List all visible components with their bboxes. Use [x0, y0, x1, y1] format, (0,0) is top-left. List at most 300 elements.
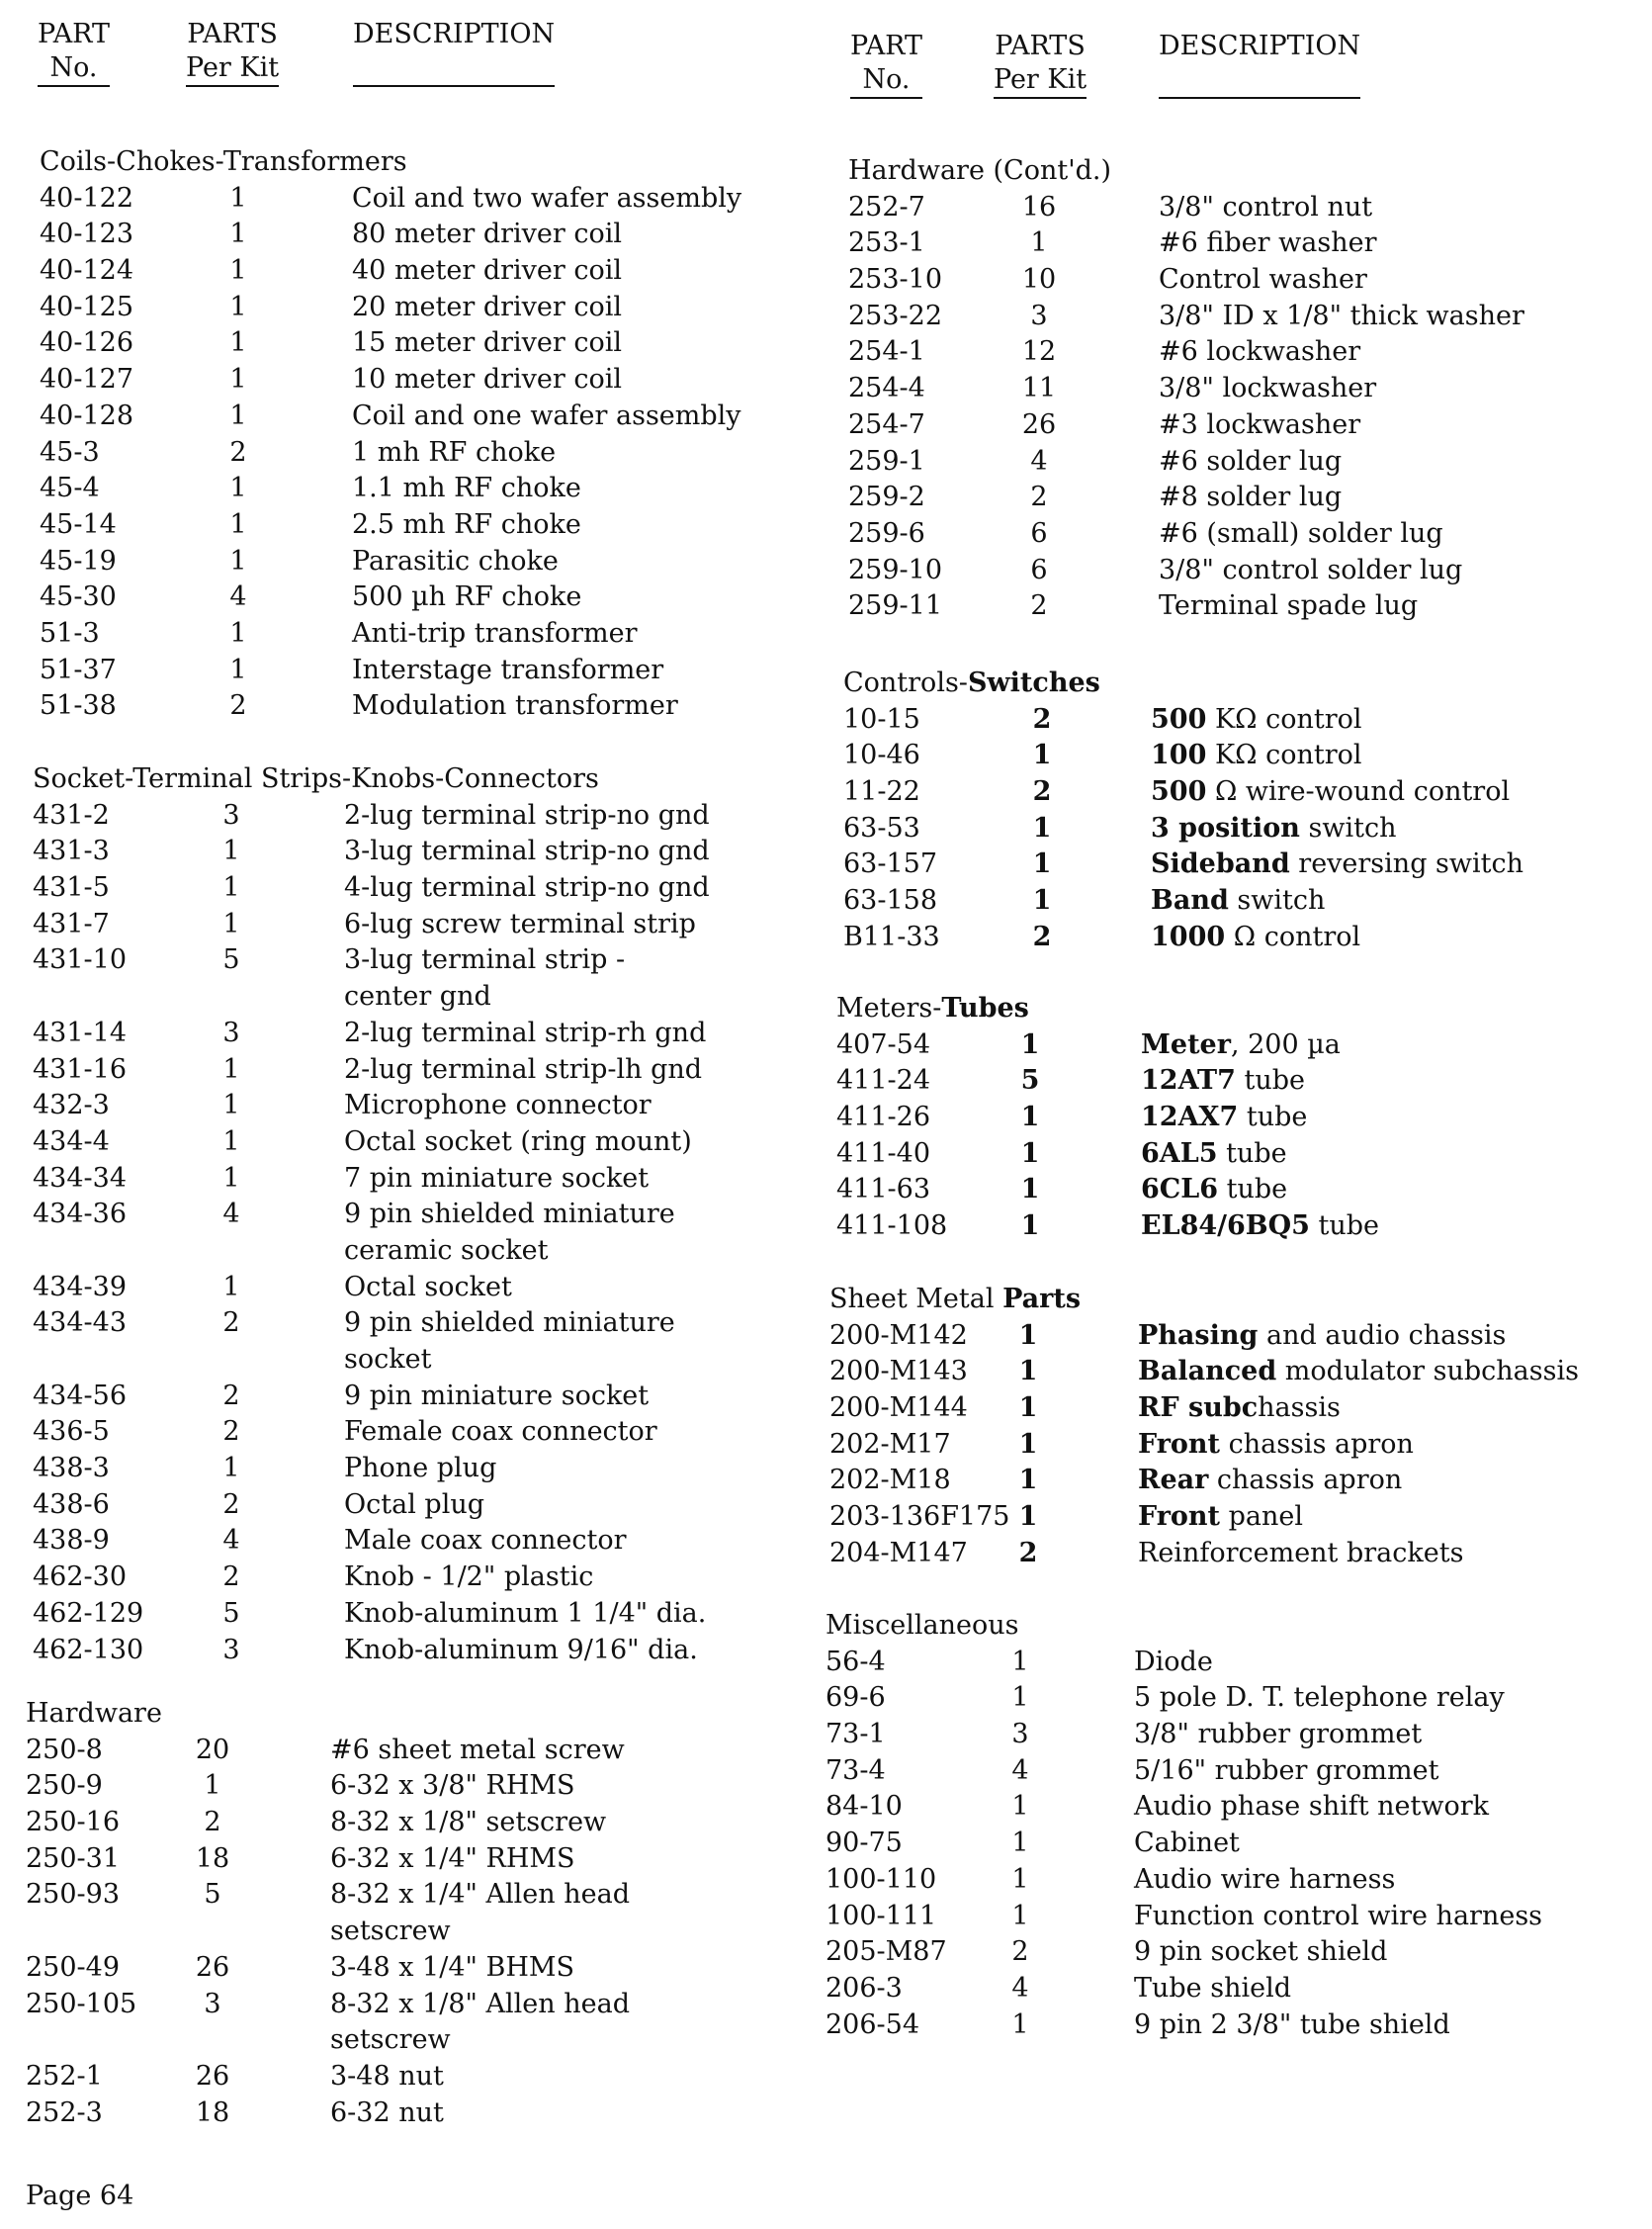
description — [330, 1987, 630, 2023]
parts-per-kit: 1 — [1020, 1210, 1040, 1242]
table-row — [26, 1805, 817, 1841]
section-title-bold: Parts — [1002, 1284, 1082, 1314]
description-text: 3/8" rubber grommet — [1134, 1719, 1423, 1750]
description-text: Tube shield — [1134, 1972, 1292, 2004]
part-number: 431-14 — [33, 1017, 128, 1048]
parts-per-kit: 1 — [222, 1162, 240, 1194]
table-row — [33, 1414, 824, 1451]
table-row — [40, 580, 830, 616]
table-row — [836, 1027, 1627, 1064]
description — [344, 1052, 702, 1089]
parts-per-kit: 3 — [222, 799, 240, 831]
table-row — [33, 798, 824, 835]
parts-per-kit: 1 — [229, 327, 247, 359]
description-continuation: socket — [344, 1344, 432, 1375]
part-number: 100-110 — [826, 1863, 937, 1895]
table-row — [33, 1088, 824, 1124]
part-number: 40-125 — [40, 291, 134, 322]
description — [344, 942, 625, 979]
table-row-continuation — [33, 1233, 824, 1270]
description — [1141, 1136, 1287, 1173]
table-row — [40, 653, 830, 689]
description-text: 40 meter driver coil — [352, 255, 623, 287]
section-title — [836, 991, 1627, 1027]
description-text: 20 meter driver coil — [352, 291, 623, 322]
description-text: 6-32 x 3/8" RHMS — [330, 1770, 575, 1802]
parts-per-kit: 4 — [229, 581, 247, 613]
section-title-text: Meters- — [836, 993, 942, 1024]
description-text: 5 pole D. T. telephone relay — [1134, 1682, 1505, 1714]
description — [330, 2059, 444, 2095]
description — [1159, 407, 1360, 444]
description — [344, 907, 696, 943]
table-row — [26, 2059, 817, 2095]
header-parts-label: PARTS — [187, 19, 278, 49]
header-description — [353, 18, 555, 87]
table-row — [848, 262, 1639, 299]
description-text: 3/8" control solder lug — [1159, 554, 1463, 585]
description-text: Modulation transformer — [352, 690, 678, 722]
part-number: 204-M147 — [829, 1537, 968, 1568]
table-row — [26, 1987, 817, 2023]
table-row — [33, 1197, 824, 1233]
part-number: 40-123 — [40, 219, 134, 250]
header-per-kit-label: Per Kit — [994, 63, 1087, 99]
table-row — [836, 1100, 1627, 1136]
description-text: 3/8" ID x 1/8" thick washer — [1159, 300, 1524, 331]
parts-per-kit: 1 — [1018, 1465, 1038, 1496]
description-text: #3 lockwasher — [1159, 408, 1361, 440]
description — [352, 217, 622, 253]
description — [344, 870, 710, 907]
parts-per-kit: 3 — [1011, 1719, 1029, 1750]
table-row — [26, 1841, 817, 1878]
parts-per-kit: 1 — [229, 364, 247, 396]
part-number: 63-53 — [843, 812, 920, 844]
description-text: 3-lug terminal strip-no gnd — [344, 836, 710, 867]
description-text: Octal plug — [344, 1488, 485, 1520]
table-row — [826, 1645, 1616, 1681]
description — [1159, 225, 1376, 262]
parts-per-kit: 2 — [1032, 776, 1052, 808]
table-row — [40, 325, 830, 362]
table-row — [848, 190, 1639, 226]
description-text: , 200 µa — [1230, 1028, 1341, 1060]
part-number: 436-5 — [33, 1416, 110, 1448]
description-text: 3-48 nut — [330, 2060, 444, 2092]
description — [1138, 1318, 1506, 1355]
description — [352, 544, 559, 580]
description-text: tube — [1217, 1137, 1287, 1169]
parts-per-kit: 4 — [222, 1525, 240, 1557]
description-text: Terminal spade lug — [1159, 590, 1419, 622]
parts-per-kit: 1 — [1020, 1028, 1040, 1060]
parts-per-kit: 1 — [1018, 1428, 1038, 1460]
table-row — [829, 1463, 1620, 1499]
part-number: 431-10 — [33, 944, 128, 976]
description — [330, 1877, 630, 1914]
parts-per-kit: 1 — [222, 1271, 240, 1302]
section-title-text: Sheet Metal — [829, 1284, 1003, 1314]
parts-per-kit: 1 — [1018, 1356, 1038, 1387]
table-row — [33, 942, 824, 979]
description — [344, 1016, 706, 1052]
table-row — [33, 1379, 824, 1415]
description — [1134, 1789, 1489, 1826]
description — [1159, 262, 1367, 299]
table-row — [33, 1305, 824, 1342]
description — [1134, 1680, 1505, 1717]
header-parts-label: PARTS — [995, 31, 1086, 61]
parts-per-kit: 1 — [229, 508, 247, 540]
description — [330, 1841, 575, 1878]
table-row — [848, 516, 1639, 553]
description-text: 8-32 x 1/8" setscrew — [330, 1807, 607, 1838]
description — [1138, 1354, 1579, 1390]
description — [1134, 1753, 1438, 1790]
section-title-text: Hardware (Cont'd.) — [848, 155, 1112, 186]
part-number: 411-63 — [836, 1174, 931, 1205]
part-number: 431-5 — [33, 872, 110, 904]
parts-per-kit: 1 — [222, 872, 240, 904]
part-number: 45-30 — [40, 581, 117, 613]
description-text: 2-lug terminal strip-rh gnd — [344, 1017, 707, 1048]
part-number: 100-111 — [826, 1900, 937, 1931]
table-row — [40, 290, 830, 326]
description-text: Coil and one wafer assembly — [352, 400, 741, 431]
table-row — [848, 480, 1639, 516]
description — [344, 1088, 652, 1124]
section-title — [826, 1608, 1616, 1645]
description — [1151, 702, 1362, 739]
table-row — [848, 334, 1639, 371]
description — [330, 1805, 606, 1841]
part-number: 250-49 — [26, 1951, 121, 1983]
parts-per-kit: 1 — [1032, 848, 1052, 880]
table-row — [40, 507, 830, 544]
description — [1138, 1499, 1303, 1536]
part-number: B11-33 — [843, 921, 940, 952]
table-row — [40, 362, 830, 399]
part-number: 259-6 — [848, 517, 925, 549]
table-row — [33, 1124, 824, 1161]
description-text: 9 pin shielded miniature — [344, 1307, 675, 1339]
description — [344, 1487, 484, 1524]
part-number: 63-158 — [843, 885, 938, 917]
description — [344, 1414, 657, 1451]
parts-per-kit: 1 — [1011, 1863, 1029, 1895]
description — [344, 1633, 698, 1669]
description-bold: 12AT7 — [1141, 1065, 1236, 1097]
section-title-bold: Switches — [967, 668, 1100, 698]
table-row — [33, 1596, 824, 1633]
section-socket-terminal-strips-knobs-connectors — [33, 761, 824, 1668]
description — [1159, 334, 1360, 371]
part-number: 434-34 — [33, 1162, 128, 1194]
table-row — [843, 738, 1634, 774]
parts-per-kit: 2 — [222, 1561, 240, 1593]
part-number: 10-15 — [843, 703, 920, 735]
description — [1151, 847, 1523, 883]
part-number: 200-M144 — [829, 1392, 968, 1424]
description-text: Microphone connector — [344, 1090, 652, 1121]
table-row — [826, 2007, 1616, 2044]
description — [344, 1523, 627, 1560]
description — [352, 616, 638, 653]
description — [352, 580, 581, 616]
parts-per-kit: 16 — [1021, 191, 1057, 223]
header-part-label: PART — [850, 31, 923, 61]
table-row — [848, 553, 1639, 589]
section-sheet-metal — [829, 1282, 1620, 1572]
table-row — [843, 811, 1634, 847]
description — [344, 1197, 675, 1233]
parts-per-kit: 26 — [195, 2060, 230, 2092]
parts-per-kit: 2 — [1030, 482, 1048, 513]
table-row — [40, 253, 830, 290]
parts-per-kit: 1 — [1020, 1102, 1040, 1133]
table-row — [836, 1063, 1627, 1100]
description-bold: 6AL5 — [1141, 1137, 1218, 1169]
description-bold: Meter — [1141, 1028, 1231, 1060]
description — [1134, 1934, 1387, 1971]
description — [344, 834, 710, 870]
section-coils-chokes-transformers — [40, 144, 830, 725]
description-text: Anti-trip transformer — [352, 617, 638, 649]
description — [330, 1733, 625, 1769]
description — [1138, 1463, 1402, 1499]
description-text: switch — [1228, 885, 1326, 917]
parts-per-kit: 4 — [1030, 445, 1048, 477]
parts-per-kit: 1 — [1011, 1900, 1029, 1931]
section-hardware-cont-d — [848, 153, 1639, 625]
table-row — [33, 1052, 824, 1089]
part-number: 254-4 — [848, 373, 925, 404]
part-number: 202-M18 — [829, 1465, 951, 1496]
description-continuation: setscrew — [330, 2024, 451, 2056]
description — [344, 1379, 649, 1415]
table-row — [40, 399, 830, 435]
table-row — [40, 181, 830, 218]
section-title-text: Socket-Terminal Strips-Knobs-Connectors — [33, 763, 599, 794]
parts-per-kit: 1 — [229, 654, 247, 685]
table-row — [33, 1523, 824, 1560]
parts-per-kit: 1 — [229, 182, 247, 214]
description-text: 15 meter driver coil — [352, 327, 623, 359]
parts-per-kit: 5 — [222, 944, 240, 976]
table-row — [33, 1270, 824, 1306]
description-text: #6 sheet metal screw — [330, 1734, 625, 1765]
description-text: 6-lug screw terminal strip — [344, 908, 696, 939]
parts-per-kit: 2 — [222, 1416, 240, 1448]
parts-per-kit: 1 — [222, 1090, 240, 1121]
table-row — [33, 870, 824, 907]
parts-per-kit: 1 — [222, 1453, 240, 1484]
parts-per-kit: 1 — [1011, 1791, 1029, 1823]
table-row — [26, 1950, 817, 1987]
table-row — [836, 1172, 1627, 1208]
part-number: 407-54 — [836, 1028, 931, 1060]
parts-per-kit: 1 — [1011, 2008, 1029, 2040]
part-number: 40-122 — [40, 182, 134, 214]
part-number: 438-6 — [33, 1488, 110, 1520]
part-number: 252-1 — [26, 2060, 103, 2092]
description-text: 2.5 mh RF choke — [352, 508, 581, 540]
table-row — [826, 1753, 1616, 1790]
parts-per-kit: 3 — [204, 1988, 221, 2019]
description — [352, 362, 622, 399]
parts-per-kit: 1 — [229, 291, 247, 322]
description — [1159, 371, 1376, 407]
section-title-text: Miscellaneous — [826, 1610, 1019, 1641]
table-row-continuation — [26, 2022, 817, 2059]
table-row — [848, 444, 1639, 481]
description-text: Audio wire harness — [1134, 1863, 1396, 1895]
parts-per-kit: 1 — [229, 400, 247, 431]
parts-per-kit: 10 — [1021, 264, 1057, 296]
description-text: 1.1 mh RF choke — [352, 473, 581, 504]
description — [1138, 1427, 1414, 1464]
description-text: Function control wire harness — [1134, 1900, 1543, 1931]
parts-per-kit: 26 — [1021, 408, 1057, 440]
description-text: 3/8" lockwasher — [1159, 373, 1377, 404]
description-text: tube — [1218, 1174, 1288, 1205]
description — [1159, 588, 1418, 625]
table-row — [843, 702, 1634, 739]
table-row — [33, 1451, 824, 1487]
table-row — [829, 1536, 1620, 1572]
header-parts-per-kit — [186, 18, 279, 87]
table-row — [826, 1680, 1616, 1717]
description-text: Knob-aluminum 9/16" dia. — [344, 1634, 698, 1665]
section-title-text: Coils-Chokes-Transformers — [40, 146, 407, 177]
description — [1138, 1536, 1463, 1572]
parts-per-kit: 4 — [1011, 1754, 1029, 1786]
section-title — [848, 153, 1639, 190]
description-bold: Sideband — [1151, 848, 1290, 880]
parts-per-kit: 1 — [1020, 1174, 1040, 1205]
description — [352, 399, 741, 435]
part-number: 431-3 — [33, 836, 110, 867]
part-number: 462-130 — [33, 1634, 144, 1665]
description — [1159, 190, 1372, 226]
description-text: Female coax connector — [344, 1416, 657, 1448]
description-text: Male coax connector — [344, 1525, 627, 1557]
table-row — [26, 1768, 817, 1805]
part-number: 438-3 — [33, 1453, 110, 1484]
description-text: 3-lug terminal strip - — [344, 944, 626, 976]
parts-per-kit: 2 — [1011, 1936, 1029, 1968]
part-number: 434-39 — [33, 1271, 128, 1302]
description-text: Reinforcement brackets — [1138, 1537, 1464, 1568]
part-number: 69-6 — [826, 1682, 886, 1714]
description-text: KΩ control — [1206, 703, 1362, 735]
description-text: modulator subchassis — [1276, 1356, 1579, 1387]
description-text: 3/8" control nut — [1159, 191, 1373, 223]
description-text: Interstage transformer — [352, 654, 664, 685]
section-controls — [843, 666, 1634, 956]
description-text: Coil and two wafer assembly — [352, 182, 742, 214]
table-row — [848, 225, 1639, 262]
section-miscellaneous — [826, 1608, 1616, 2043]
parts-per-kit: 18 — [195, 1842, 230, 1874]
description — [1134, 1899, 1542, 1935]
description-text: Octal socket — [344, 1271, 512, 1302]
part-number: 438-9 — [33, 1525, 110, 1557]
description-bold: 100 — [1151, 740, 1207, 771]
part-number: 206-54 — [826, 2008, 920, 2040]
parts-per-kit: 26 — [195, 1951, 230, 1983]
section-title-text: Controls- — [843, 668, 968, 698]
part-number: 250-93 — [26, 1879, 121, 1911]
description — [1151, 811, 1396, 847]
header-no-label: No. — [850, 63, 922, 99]
description-text: chassis apron — [1208, 1465, 1403, 1496]
description-text: Control washer — [1159, 264, 1367, 296]
description-text: Parasitic choke — [352, 545, 559, 577]
parts-per-kit: 1 — [1032, 885, 1052, 917]
description-text: tube — [1235, 1065, 1306, 1097]
part-number: 250-16 — [26, 1807, 121, 1838]
description — [1159, 299, 1524, 335]
part-number: 411-40 — [836, 1137, 931, 1169]
part-number: 40-126 — [40, 327, 134, 359]
part-number: 45-14 — [40, 508, 117, 540]
parts-per-kit: 1 — [1018, 1319, 1038, 1351]
parts-per-kit: 1 — [1018, 1501, 1038, 1533]
description — [344, 1560, 593, 1596]
description-text: #6 fiber washer — [1159, 227, 1377, 259]
section-title-text: Hardware — [26, 1698, 162, 1729]
description-text: 4-lug terminal strip-no gnd — [344, 872, 710, 904]
part-number: 253-22 — [848, 300, 943, 331]
parts-per-kit: 1 — [1032, 740, 1052, 771]
description-text: Knob - 1/2" plastic — [344, 1561, 594, 1593]
description-bold: Rear — [1138, 1465, 1209, 1496]
parts-per-kit: 5 — [204, 1879, 221, 1911]
table-row — [33, 1016, 824, 1052]
part-number: 254-7 — [848, 408, 925, 440]
description — [352, 471, 581, 507]
part-number: 56-4 — [826, 1646, 886, 1677]
parts-per-kit: 2 — [1030, 590, 1048, 622]
description-text: #6 lockwasher — [1159, 336, 1361, 368]
description-text: Ω control — [1225, 921, 1361, 952]
part-number: 40-128 — [40, 400, 134, 431]
description — [330, 1768, 575, 1805]
description-text: 9 pin socket shield — [1134, 1936, 1388, 1968]
table-row — [829, 1354, 1620, 1390]
part-number: 411-108 — [836, 1210, 948, 1242]
parts-per-kit: 1 — [1018, 1392, 1038, 1424]
description — [1151, 738, 1362, 774]
part-number: 434-56 — [33, 1380, 128, 1411]
table-row — [848, 407, 1639, 444]
parts-per-kit: 1 — [204, 1770, 221, 1802]
part-number: 73-4 — [826, 1754, 886, 1786]
part-number: 250-8 — [26, 1734, 103, 1765]
description — [1141, 1100, 1307, 1136]
description — [1141, 1172, 1287, 1208]
description-bold: 12AX7 — [1141, 1102, 1239, 1133]
description — [344, 1161, 649, 1198]
table-row-continuation — [26, 1914, 817, 1950]
header-part-label: PART — [38, 19, 111, 49]
description-bold: 3 position — [1151, 812, 1300, 844]
description-text: Diode — [1134, 1646, 1213, 1677]
parts-per-kit: 1 — [1020, 1137, 1040, 1169]
description-continuation: center gnd — [344, 981, 491, 1013]
